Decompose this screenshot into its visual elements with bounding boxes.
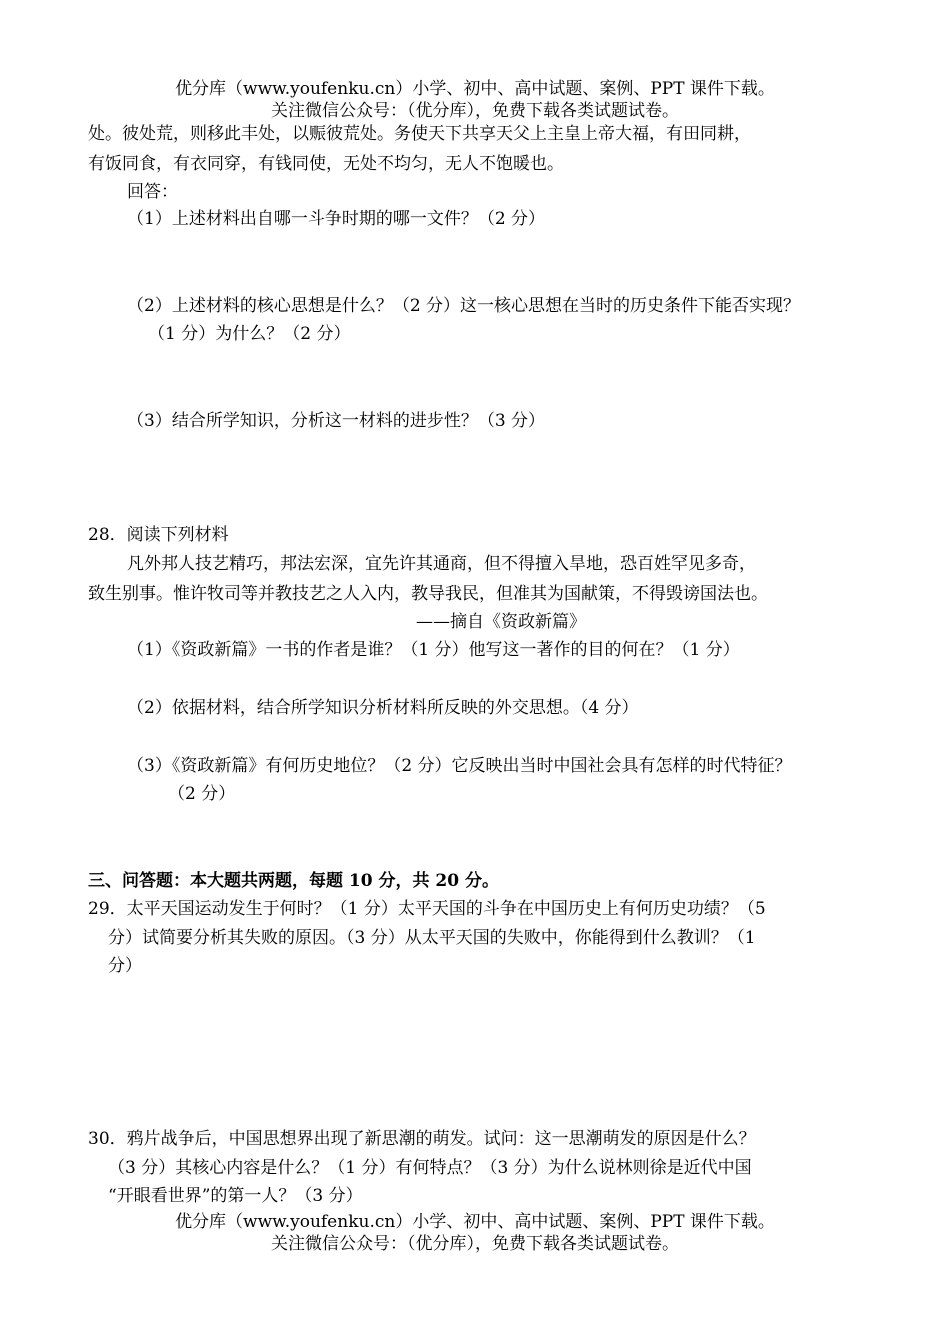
q30-line-2: （3 分）其核心内容是什么？（1 分）有何特点？（3 分）为什么说林则徐是近代中国: [108, 1158, 752, 1178]
q27-sub-question-3: （3）结合所学知识，分析这一材料的进步性？（3 分）: [127, 411, 546, 431]
q28-material-line-2: 致生别事。惟许牧司等并教技艺之人入内，教导我民，但准其为国献策，不得毁谤国法也。: [88, 584, 768, 604]
q28-material-line-1: 凡外邦人技艺精巧，邦法宏深，宜先许其通商，但不得擅入旱地，恐百姓罕见多奇，: [127, 554, 756, 574]
q27-sub-question-1: （1）上述材料出自哪一斗争时期的哪一文件？（2 分）: [127, 209, 546, 229]
q28-title: 28．阅读下列材料: [88, 525, 229, 545]
q27-sub-question-2-line-2: （1 分）为什么？（2 分）: [148, 324, 351, 344]
q28-sub-question-3-line-1: （3）《资政新篇》有何历史地位？（2 分）它反映出当时中国社会具有怎样的时代特征？: [127, 756, 792, 776]
q28-sub-question-3-line-2: （2 分）: [168, 784, 236, 804]
q29-line-3: 分）: [108, 956, 142, 976]
q27-answer-label: 回答：: [127, 182, 178, 202]
q29-line-2: 分）试简要分析其失败的原因。（3 分）从太平天国的失败中，你能得到什么教训？（1: [108, 928, 756, 948]
footer-line-2: 关注微信公众号：（优分库），免费下载各类试题试卷。: [271, 1234, 679, 1254]
q27-material-line-2: 有饭同食，有衣同穿，有钱同使，无处不均匀，无人不饱暖也。: [88, 154, 564, 174]
q28-sub-question-1: （1）《资政新篇》一书的作者是谁？（1 分）他写这一著作的目的何在？（1 分）: [127, 640, 740, 660]
q27-sub-question-2-line-1: （2）上述材料的核心思想是什么？（2 分）这一核心思想在当时的历史条件下能否实现？: [127, 296, 801, 316]
footer-line-1: 优分库（www.youfenku.cn）小学、初中、高中试题、案例、PPT 课件下载。: [175, 1212, 775, 1232]
q27-material-line-1: 处。彼处荒，则移此丰处，以赈彼荒处。务使天下共享天父上主皇上帝大福，有田同耕，: [88, 124, 751, 144]
q28-sub-question-2: （2）依据材料，结合所学知识分析材料所反映的外交思想。（4 分）: [127, 698, 639, 718]
header-line-2: 关注微信公众号：（优分库），免费下载各类试题试卷。: [271, 101, 679, 121]
header-line-1: 优分库（www.youfenku.cn）小学、初中、高中试题、案例、PPT 课件下载。: [175, 79, 775, 99]
q29-line-1: 29．太平天国运动发生于何时？（1 分）太平天国的斗争在中国历史上有何历史功绩？（5: [88, 899, 766, 919]
q30-line-1: 30．鸦片战争后，中国思想界出现了新思潮的萌发。试问：这一思潮萌发的原因是什么？: [88, 1129, 756, 1149]
q30-line-3: “开眼看世界”的第一人？（3 分）: [108, 1186, 363, 1206]
q28-source: ——摘自《资政新篇》: [416, 612, 586, 632]
section-3-title: 三、问答题：本大题共两题，每题 10 分，共 20 分。: [88, 871, 499, 891]
